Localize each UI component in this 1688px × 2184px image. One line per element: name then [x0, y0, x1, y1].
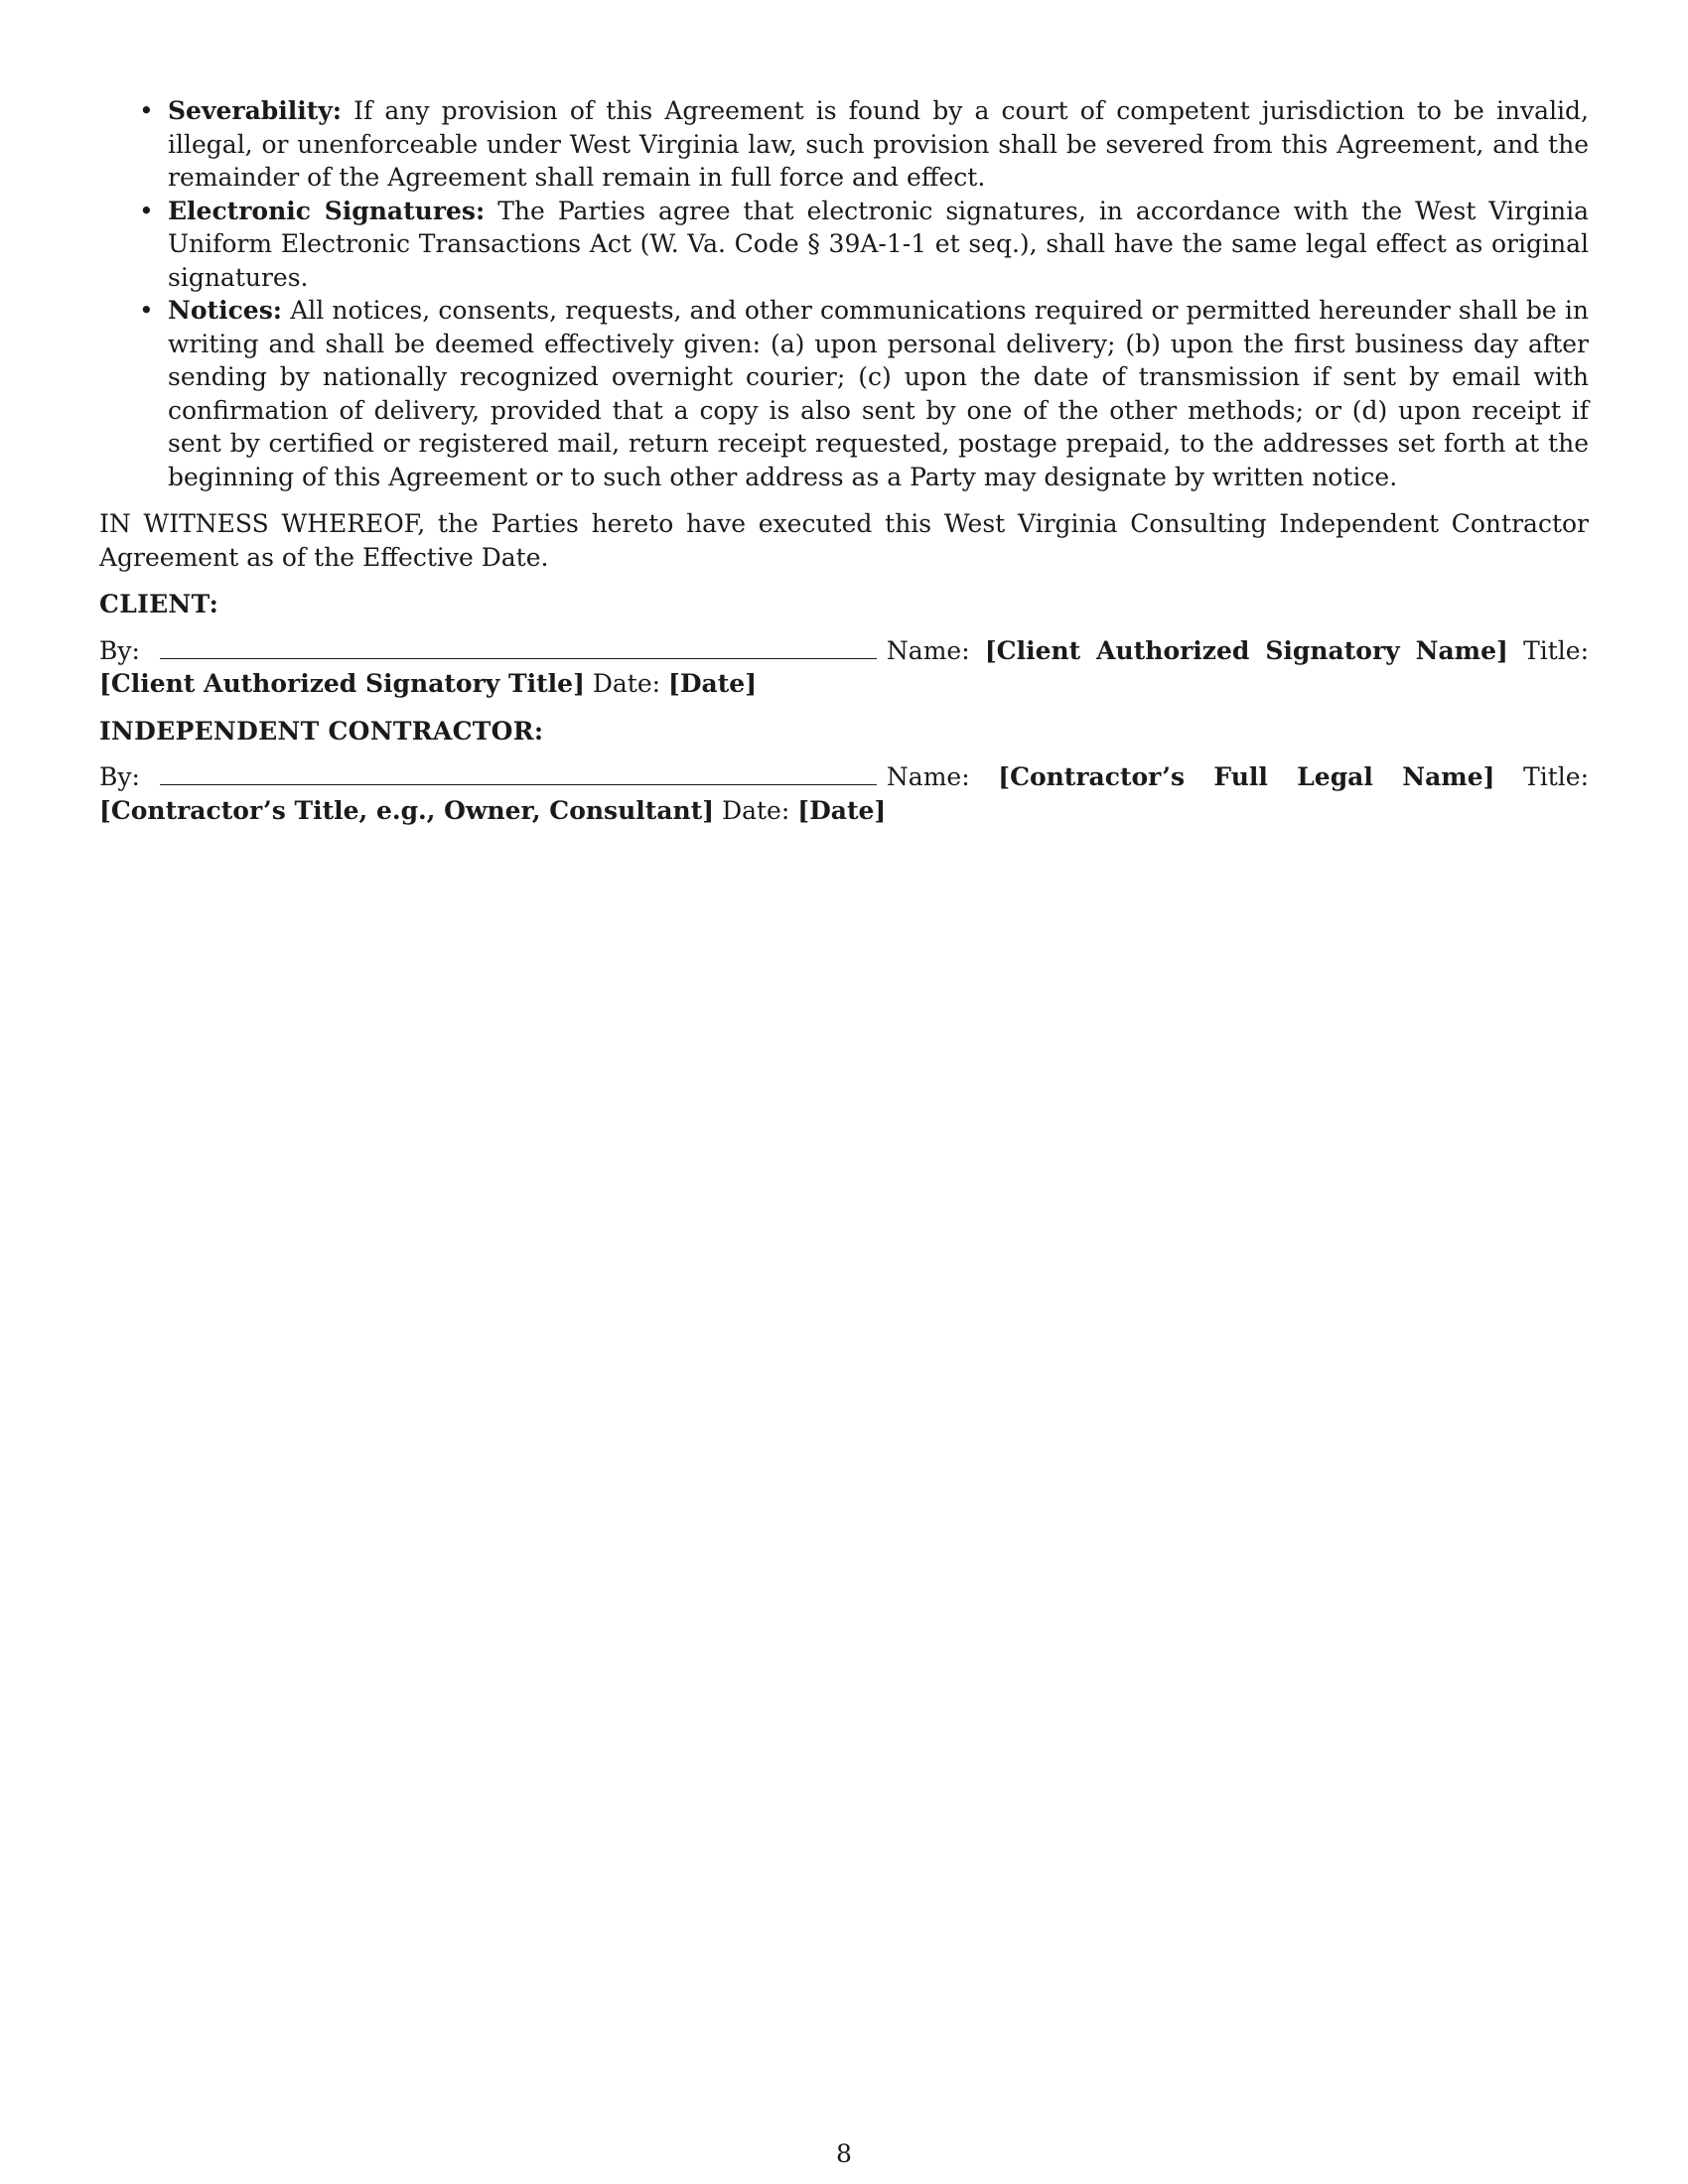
name-label: Name:	[886, 635, 970, 665]
client-heading: CLIENT:	[99, 590, 219, 618]
date-label: Date:	[722, 795, 790, 825]
provision-electronic-signatures	[99, 195, 1589, 295]
title-label: Title:	[1523, 635, 1589, 665]
provision-term: Electronic Signatures:	[168, 196, 486, 225]
by-label: By:	[99, 762, 140, 791]
contractor-heading: INDEPENDENT CONTRACTOR:	[99, 716, 544, 746]
name-label: Name:	[886, 762, 970, 791]
provision-notices	[99, 294, 1589, 493]
contractor-signature-block	[99, 760, 1589, 827]
witness-paragraph: IN WITNESS WHEREOF, the Parties hereto have executed this West Virginia Consulting Independent Contractor Agreement as of the Effective Date.	[99, 509, 1589, 572]
provision-text: If any provision of this Agreement is found by a court of competent jurisdiction to be invalid, illegal, or unenforceable under West Virginia law, such provision shall be severed from this Agreement, and the remainder of the Agreement shall remain in full force and effect.	[168, 96, 1590, 192]
contractor-date-value: [Date]	[797, 795, 887, 825]
bullet-icon: •	[139, 296, 154, 325]
contractor-name-value: [Contractor’s Full Legal Name]	[998, 762, 1495, 791]
provision-text: All notices, consents, requests, and other communications required or permitted hereunder shall be in writing and shall be deemed effectively given: (a) upon personal delivery; (b) upon the first business day after sending by nationally recognized overnight courier; (c) upon the date of transmission if sent by email with confirmation of delivery, provided that a copy is also sent by one of the other methods; or (d) upon receipt if sent by certified or registered mail, return receipt requested, postage prepaid, to the addresses set forth at the beginning of this Agreement or to such other address as a Party may designate by written notice.	[168, 296, 1589, 491]
page-number: 8	[836, 2139, 852, 2168]
provision-text: The Parties agree that electronic signatures, in accordance with the West Virginia Uniform Electronic Transactions Act (W. Va. Code § 39A-1-1 et seq.), shall have the same legal effect as original signatures.	[168, 196, 1589, 292]
contractor-signature-line[interactable]	[160, 760, 877, 785]
client-signature-block	[99, 634, 1589, 701]
date-label: Date:	[592, 669, 661, 698]
contractor-title-value: [Contractor’s Title, e.g., Owner, Consultant]	[99, 795, 715, 825]
document-page	[99, 94, 1589, 827]
provision-term: Severability:	[168, 96, 343, 125]
title-label: Title:	[1523, 762, 1589, 791]
by-label: By:	[99, 635, 140, 665]
provision-severability	[99, 94, 1589, 195]
bullet-icon: •	[139, 96, 154, 125]
client-signature-line[interactable]	[160, 634, 877, 659]
provision-term: Notices:	[168, 296, 283, 325]
client-date-value: [Date]	[668, 669, 758, 698]
client-name-value: [Client Authorized Signatory Name]	[984, 635, 1508, 665]
provisions-list	[99, 94, 1589, 493]
bullet-icon: •	[139, 196, 154, 225]
client-title-value: [Client Authorized Signatory Title]	[99, 669, 585, 698]
